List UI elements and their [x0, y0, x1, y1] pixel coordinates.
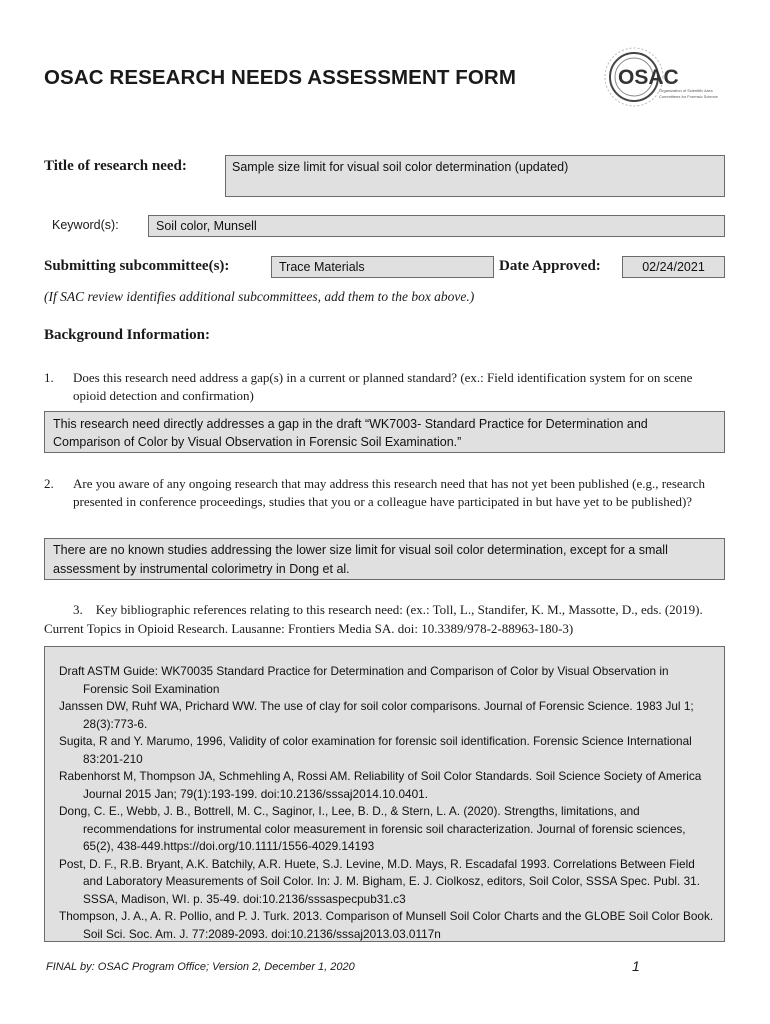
reference-item: Rabenhorst M, Thompson JA, Schmehling A, Rossi AM. Reliability of Soil Color Standards. Soil Science Society of America Journal 2015 Jan; 79(1):193-199. doi:10.2136/sssaj2014.10.0401.: [59, 769, 702, 801]
question-1: [44, 369, 716, 405]
reference-item: Post, D. F., R.B. Bryant, A.K. Batchily, A.R. Huete, S.J. Levine, M.D. Mays, R. Escadafal 1993. Correlations Between Field and Laboratory Measurements of Soil Color. In: J. M. Bigham, E. J. Ciolkosz, editors, Soil Color, SSSA Spec. Publ. 31. SSSA, Madison, WI. p. 35-49. doi:10.2136/sssaspecpub31.c3: [59, 856, 701, 906]
logo-subtext-1: Organization of Scientific Area: [659, 88, 713, 93]
reference-item: Draft ASTM Guide: WK70035 Standard Practice for Determination and Comparison of Color by Visual Observation in Forensic Soil Examination: [59, 664, 669, 696]
question-2-text: Are you aware of any ongoing research that may address this research need that has not yet been published (e.g., research presented in conference proceedings, studies that you or a colleague have participated in but have yet to be published)?: [73, 476, 706, 509]
logo-text: OSAC: [618, 66, 679, 89]
osac-logo: [604, 45, 728, 109]
question-3-text: Key bibliographic references relating to this research need: (ex.: Toll, L., Standifer, K. M., Massotte, D., eds. (2019). Current Topics in Opioid Research. Lausanne: Frontiers Media SA. doi: 10.3389/978-2-88963-180-3): [44, 602, 703, 636]
question-2-number: 2.: [44, 476, 54, 491]
reference-item: Sugita, R and Y. Marumo, 1996, Validity of color examination for forensic soil identification. Forensic Science International 83:201-210: [59, 734, 692, 766]
title-field[interactable]: Sample size limit for visual soil color determination (updated): [225, 155, 725, 197]
question-2: [44, 475, 716, 529]
answer-1-field[interactable]: This research need directly addresses a gap in the draft “WK7003- Standard Practice for Determination and Comparison of Color by Visual Observation in Forensic Soil Examination.”: [44, 411, 725, 453]
question-3: [44, 600, 720, 638]
question-1-number: 1.: [44, 370, 54, 385]
page-number: 1: [632, 958, 640, 974]
date-approved-label: Date Approved:: [499, 258, 601, 274]
keywords-label: Keyword(s):: [52, 218, 119, 232]
question-1-text: Does this research need address a gap(s) in a current or planned standard? (ex.: Field identification system for on scene opioid detection and confirmation): [73, 370, 693, 403]
background-heading: Background Information:: [44, 327, 210, 343]
references-field[interactable]: [44, 646, 725, 942]
title-label: Title of research need:: [44, 158, 187, 174]
date-approved-field[interactable]: 02/24/2021: [622, 256, 725, 278]
keywords-field[interactable]: Soil color, Munsell: [148, 215, 725, 237]
subcommittee-label: Submitting subcommittee(s):: [44, 258, 230, 274]
footer-text: FINAL by: OSAC Program Office; Version 2, December 1, 2020: [46, 961, 355, 973]
reference-item: Janssen DW, Ruhf WA, Prichard WW. The use of clay for soil color comparisons. Journal of Forensic Science. 1983 Jul 1; 28(3):773-6.: [59, 699, 694, 731]
answer-2-field[interactable]: There are no known studies addressing the lower size limit for visual soil color determination, except for a small assessment by instrumental colorimetry in Dong et al.: [44, 538, 725, 580]
question-3-number: 3.: [73, 602, 83, 617]
subcommittee-field[interactable]: Trace Materials: [271, 256, 494, 278]
sac-note: (If SAC review identifies additional subcommittees, add them to the box above.): [44, 289, 475, 304]
reference-item: Thompson, J. A., A. R. Pollio, and P. J. Turk. 2013. Comparison of Munsell Soil Color Charts and the GLOBE Soil Color Book. Soil Sci. Soc. Am. J. 77:2089-2093. doi:10.2136/sssaj2013.03.0117n: [59, 909, 714, 941]
page-title: OSAC RESEARCH NEEDS ASSESSMENT FORM: [44, 66, 517, 89]
logo-subtext-2: Committees for Forensic Science: [659, 94, 718, 99]
reference-item: Dong, C. E., Webb, J. B., Bottrell, M. C., Saginor, I., Lee, B. D., & Stern, L. A. (2020). Strengths, limitations, and recommendations for instrumental color measurement in forensic soil characterization. Journal of forensic sciences, 65(2), 438-449.https://doi.org/10.1111/1556-4029.14193: [59, 804, 686, 853]
